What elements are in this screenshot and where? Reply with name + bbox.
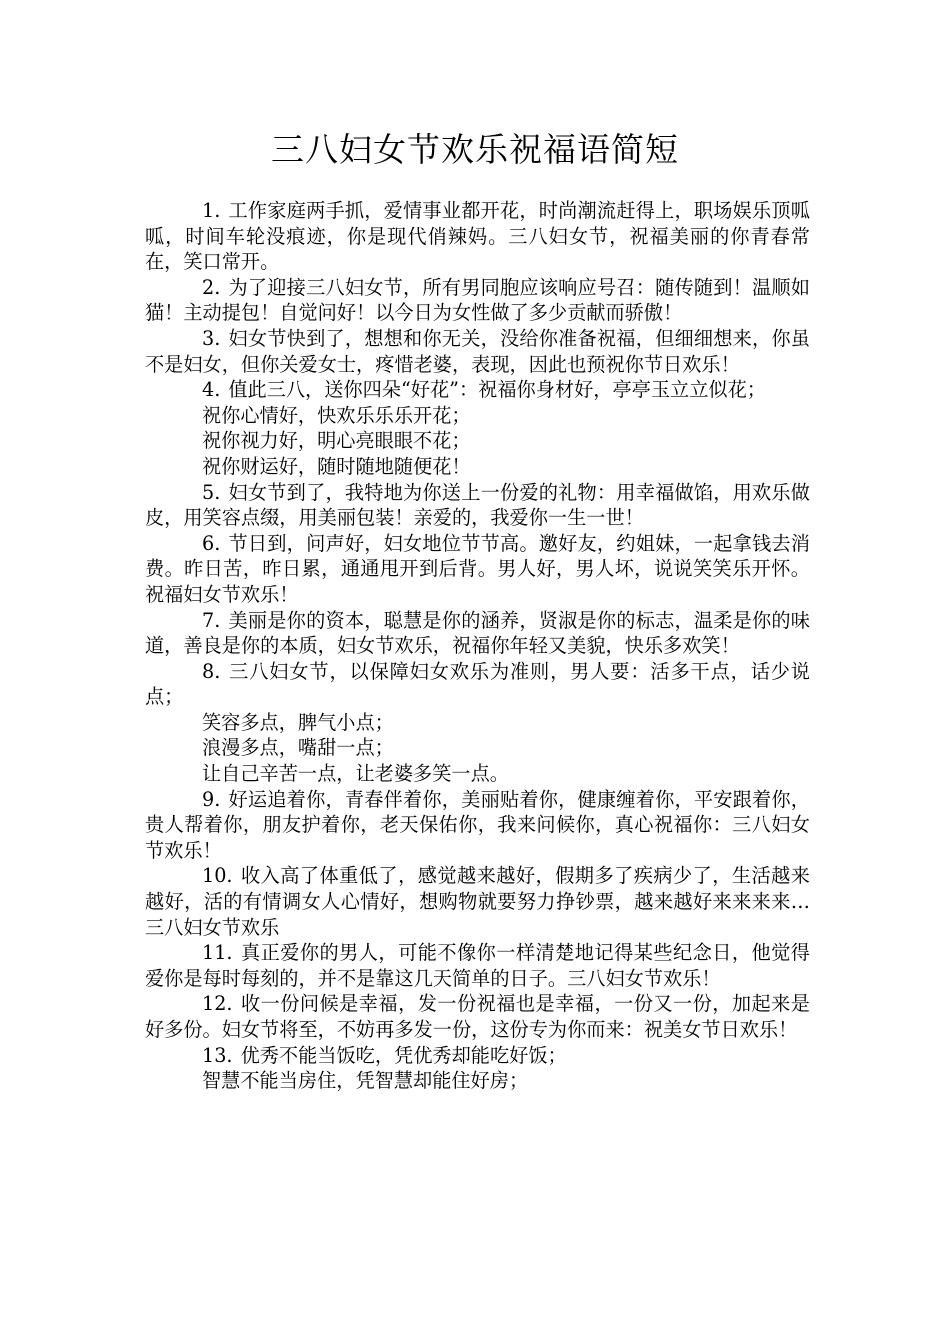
item-subline: 智慧不能当房住，凭智慧却能住好房；	[202, 1069, 529, 1093]
item-number: 13.	[202, 1043, 233, 1067]
list-item	[145, 480, 810, 531]
item-text: 真正爱你的男人，可能不像你一样清楚地记得某些纪念日，他觉得爱你是每时每刻的，并不是靠这几天简单的日子。三八妇女节欢乐！	[145, 941, 810, 990]
item-subline: 笑容多点，脾气小点；	[202, 710, 394, 734]
item-number: 3.	[202, 326, 221, 350]
list-item	[145, 531, 810, 608]
item-text: 工作家庭两手抓，爱情事业都开花，时尚潮流赶得上，职场娱乐顶呱呱，时间车轮没痕迹，你是现代俏辣妈。三八妇女节，祝福美丽的你青春常在，笑口常开。	[145, 199, 810, 274]
item-number: 10.	[202, 864, 233, 888]
item-subline: 让自己辛苦一点，让老婆多笑一点。	[202, 762, 509, 786]
list-item	[145, 1043, 810, 1069]
item-text: 收一份问候是幸福，发一份祝福也是幸福，一份又一份，加起来是好多份。妇女节将至，不妨再多发一份，这份专为你而来：祝美女节日欢乐！	[145, 992, 810, 1041]
list-item	[145, 991, 810, 1042]
item-text: 好运追着你，青春伴着你，美丽贴着你，健康缠着你，平安跟着你，贵人帮着你，朋友护着你，老天保佑你，我来问候你，真心祝福你：三八妇女节欢乐！	[145, 787, 810, 862]
item-number: 4.	[202, 378, 221, 402]
document-title: 三八妇女节欢乐祝福语简短	[271, 130, 679, 169]
list-item	[145, 198, 810, 275]
list-item	[145, 940, 810, 991]
item-number: 7.	[202, 608, 221, 632]
list-item	[145, 787, 810, 864]
item-text: 节日到，问声好，妇女地位节节高。邀好友，约姐妹，一起拿钱去消费。昨日苦，昨日累，通通甩开到后背。男人好，男人坏，说说笑笑乐开怀。祝福妇女节欢乐！	[145, 531, 810, 606]
item-subline: 祝你心情好，快欢乐乐乐开花；	[202, 403, 471, 427]
item-text: 为了迎接三八妇女节，所有男同胞应该响应号召：随传随到！温顺如猫！主动提包！自觉问好！以今日为女性做了多少贡献而骄傲！	[145, 275, 810, 325]
list-item	[145, 863, 810, 940]
list-item	[145, 275, 810, 326]
item-text: 收入高了体重低了，感觉越来越好，假期多了疾病少了，生活越来越好，活的有情调女人心情好，想购物就要努力挣钞票，越来越好来来来来…三八妇女节欢乐	[145, 864, 810, 939]
item-text: 值此三八，送你四朵“好花”：祝福你身材好，亭亭玉立立似花；	[228, 378, 766, 402]
item-number: 11.	[202, 941, 233, 965]
item-number: 6.	[202, 531, 221, 555]
item-subline: 祝你财运好，随时随地随便花！	[202, 454, 471, 478]
item-number: 8.	[202, 659, 221, 683]
item-text: 美丽是你的资本，聪慧是你的涵养，贤淑是你的标志，温柔是你的味道，善良是你的本质，妇女节欢乐，祝福你年轻又美貌，快乐多欢笑！	[145, 608, 810, 658]
item-subline: 祝你视力好，明心亮眼眼不花；	[202, 429, 471, 453]
item-number: 12.	[202, 992, 233, 1016]
item-text: 妇女节快到了，想想和你无关，没给你准备祝福，但细细想来，你虽不是妇女，但你关爱女士，疼惜老婆，表现，因此也预祝你节日欢乐！	[145, 326, 810, 376]
item-text: 三八妇女节，以保障妇女欢乐为准则，男人要：活多干点，话少说点；	[145, 659, 810, 709]
list-item	[145, 377, 810, 403]
list-item	[145, 659, 810, 710]
item-subline: 浪漫多点，嘴甜一点；	[202, 736, 394, 760]
item-text: 优秀不能当饭吃，凭优秀却能吃好饭；	[240, 1043, 567, 1067]
document-body	[145, 198, 810, 1094]
item-number: 5.	[202, 480, 221, 504]
list-item	[145, 608, 810, 659]
item-number: 2.	[202, 275, 221, 299]
item-text: 妇女节到了，我特地为你送上一份爱的礼物：用幸福做馅，用欢乐做皮，用笑容点缀，用美丽包装！亲爱的，我爱你一生一世！	[145, 480, 810, 530]
item-number: 9.	[202, 787, 221, 811]
item-number: 1.	[202, 199, 221, 222]
list-item	[145, 326, 810, 377]
